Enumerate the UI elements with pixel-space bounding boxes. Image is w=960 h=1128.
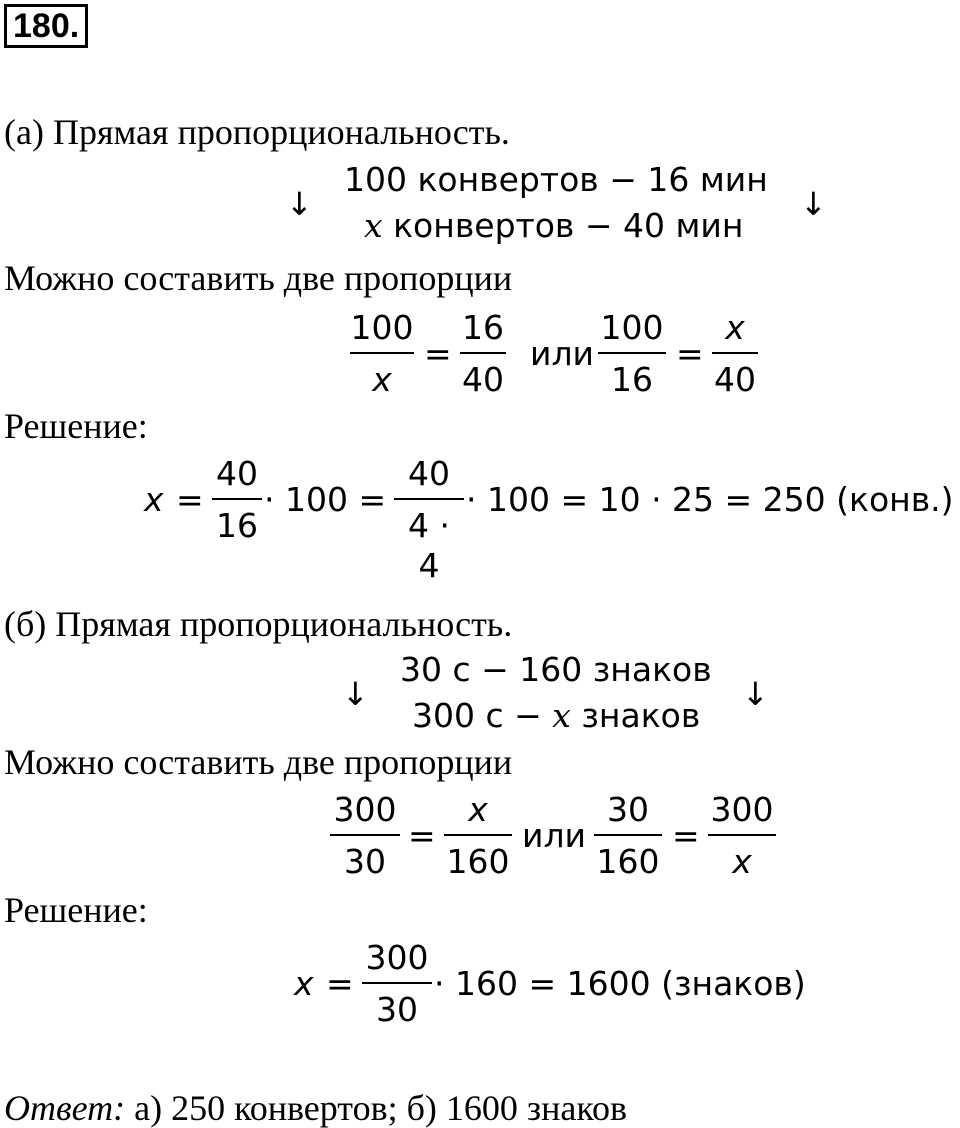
fraction-numerator: 40 bbox=[216, 454, 258, 493]
equals-sign: = bbox=[176, 480, 204, 519]
part-b-prop-fraction-1 bbox=[330, 790, 400, 882]
fraction-numerator: 300 bbox=[333, 790, 397, 829]
fraction-denominator: 40 bbox=[714, 360, 756, 399]
fraction-denominator: 30 bbox=[344, 842, 386, 881]
part-a-or-word: или bbox=[530, 334, 594, 373]
part-b-prop-fraction-4 bbox=[708, 790, 776, 882]
fraction-denominator: 160 bbox=[446, 842, 510, 881]
part-b-right-down-arrow-icon: ↓ bbox=[742, 675, 769, 713]
fraction-numerator: x bbox=[725, 308, 745, 347]
fraction-bar bbox=[330, 834, 400, 836]
fraction-denominator: 16 bbox=[216, 506, 258, 545]
variable-x: x bbox=[552, 696, 571, 735]
fraction-bar bbox=[350, 352, 414, 354]
part-b-solution-tail: · 160 = 1600 (знаков) bbox=[434, 964, 806, 1003]
fraction-denominator: x bbox=[732, 842, 752, 881]
part-b-scheme-line1: 30 с − 160 знаков bbox=[400, 650, 712, 689]
fraction-numerator: 100 bbox=[600, 308, 664, 347]
fraction-bar bbox=[598, 352, 666, 354]
part-b-scheme-line2-post: знаков bbox=[570, 696, 701, 735]
part-b-left-down-arrow-icon: ↓ bbox=[342, 675, 369, 713]
equals-sign: = bbox=[326, 964, 354, 1003]
fraction-numerator: x bbox=[468, 790, 488, 829]
fraction-bar bbox=[708, 834, 776, 836]
equals-sign: = bbox=[676, 334, 704, 373]
equals-sign: = bbox=[672, 816, 700, 855]
part-b-prop-fraction-2 bbox=[444, 790, 512, 882]
part-a-prop-fraction-3 bbox=[598, 308, 666, 400]
part-a-solution-mid: · 100 = bbox=[264, 480, 387, 519]
part-b-solution-label: Решение: bbox=[4, 890, 148, 930]
part-a-prop-fraction-4 bbox=[712, 308, 758, 400]
part-a-scheme-line1: 100 конвертов − 16 мин bbox=[344, 160, 768, 199]
fraction-numerator: 300 bbox=[710, 790, 774, 829]
part-a-solution-fraction-2 bbox=[394, 454, 464, 586]
variable-x: x bbox=[294, 964, 314, 1003]
fraction-numerator: 100 bbox=[350, 308, 414, 347]
part-a-right-down-arrow-icon: ↓ bbox=[800, 185, 827, 223]
variable-x: x bbox=[364, 206, 383, 245]
answer-text: а) 250 конвертов; б) 1600 знаков bbox=[125, 1088, 627, 1128]
fraction-numerator: 40 bbox=[408, 454, 450, 493]
answer-line bbox=[4, 1088, 627, 1128]
fraction-denominator: 4 · 4 bbox=[408, 506, 450, 585]
fraction-bar bbox=[212, 498, 262, 500]
fraction-denominator: 160 bbox=[596, 842, 660, 881]
part-a-proportions-intro: Можно составить две пропорции bbox=[4, 258, 513, 298]
part-a-scheme-line2-rest: конвертов − 40 мин bbox=[382, 206, 744, 245]
fraction-bar bbox=[444, 834, 512, 836]
variable-x: x bbox=[144, 480, 164, 519]
fraction-bar bbox=[362, 982, 432, 984]
fraction-denominator: x bbox=[372, 360, 392, 399]
fraction-bar bbox=[712, 352, 758, 354]
problem-number: 180. bbox=[4, 4, 88, 48]
fraction-numerator: 30 bbox=[607, 790, 649, 829]
part-a-solution-fraction-1 bbox=[212, 454, 262, 546]
part-a-prop-fraction-2 bbox=[460, 308, 506, 400]
part-b-scheme-line2 bbox=[412, 696, 700, 736]
equals-sign: = bbox=[408, 816, 436, 855]
part-a-solution-tail: · 100 = 10 · 25 = 250 (конв.) bbox=[466, 480, 954, 519]
fraction-numerator: 300 bbox=[365, 938, 429, 977]
part-a-heading: (а) Прямая пропорциональность. bbox=[4, 112, 510, 152]
part-b-prop-fraction-3 bbox=[594, 790, 662, 882]
part-b-heading: (б) Прямая пропорциональность. bbox=[4, 604, 513, 644]
fraction-bar bbox=[460, 352, 506, 354]
part-a-scheme-line2 bbox=[364, 206, 743, 246]
part-a-solution-label: Решение: bbox=[4, 406, 148, 446]
equals-sign: = bbox=[424, 334, 452, 373]
part-a-left-down-arrow-icon: ↓ bbox=[286, 185, 313, 223]
part-a-prop-fraction-1 bbox=[350, 308, 414, 400]
fraction-bar bbox=[394, 498, 464, 500]
fraction-numerator: 16 bbox=[462, 308, 504, 347]
part-b-or-word: или bbox=[522, 816, 586, 855]
fraction-denominator: 16 bbox=[611, 360, 653, 399]
fraction-denominator: 40 bbox=[462, 360, 504, 399]
part-b-proportions-intro: Можно составить две пропорции bbox=[4, 742, 513, 782]
fraction-denominator: 30 bbox=[376, 990, 418, 1029]
answer-label: Ответ: bbox=[4, 1088, 126, 1128]
fraction-bar bbox=[594, 834, 662, 836]
part-b-solution-fraction bbox=[362, 938, 432, 1030]
part-b-scheme-line2-pre: 300 с − bbox=[412, 696, 553, 735]
